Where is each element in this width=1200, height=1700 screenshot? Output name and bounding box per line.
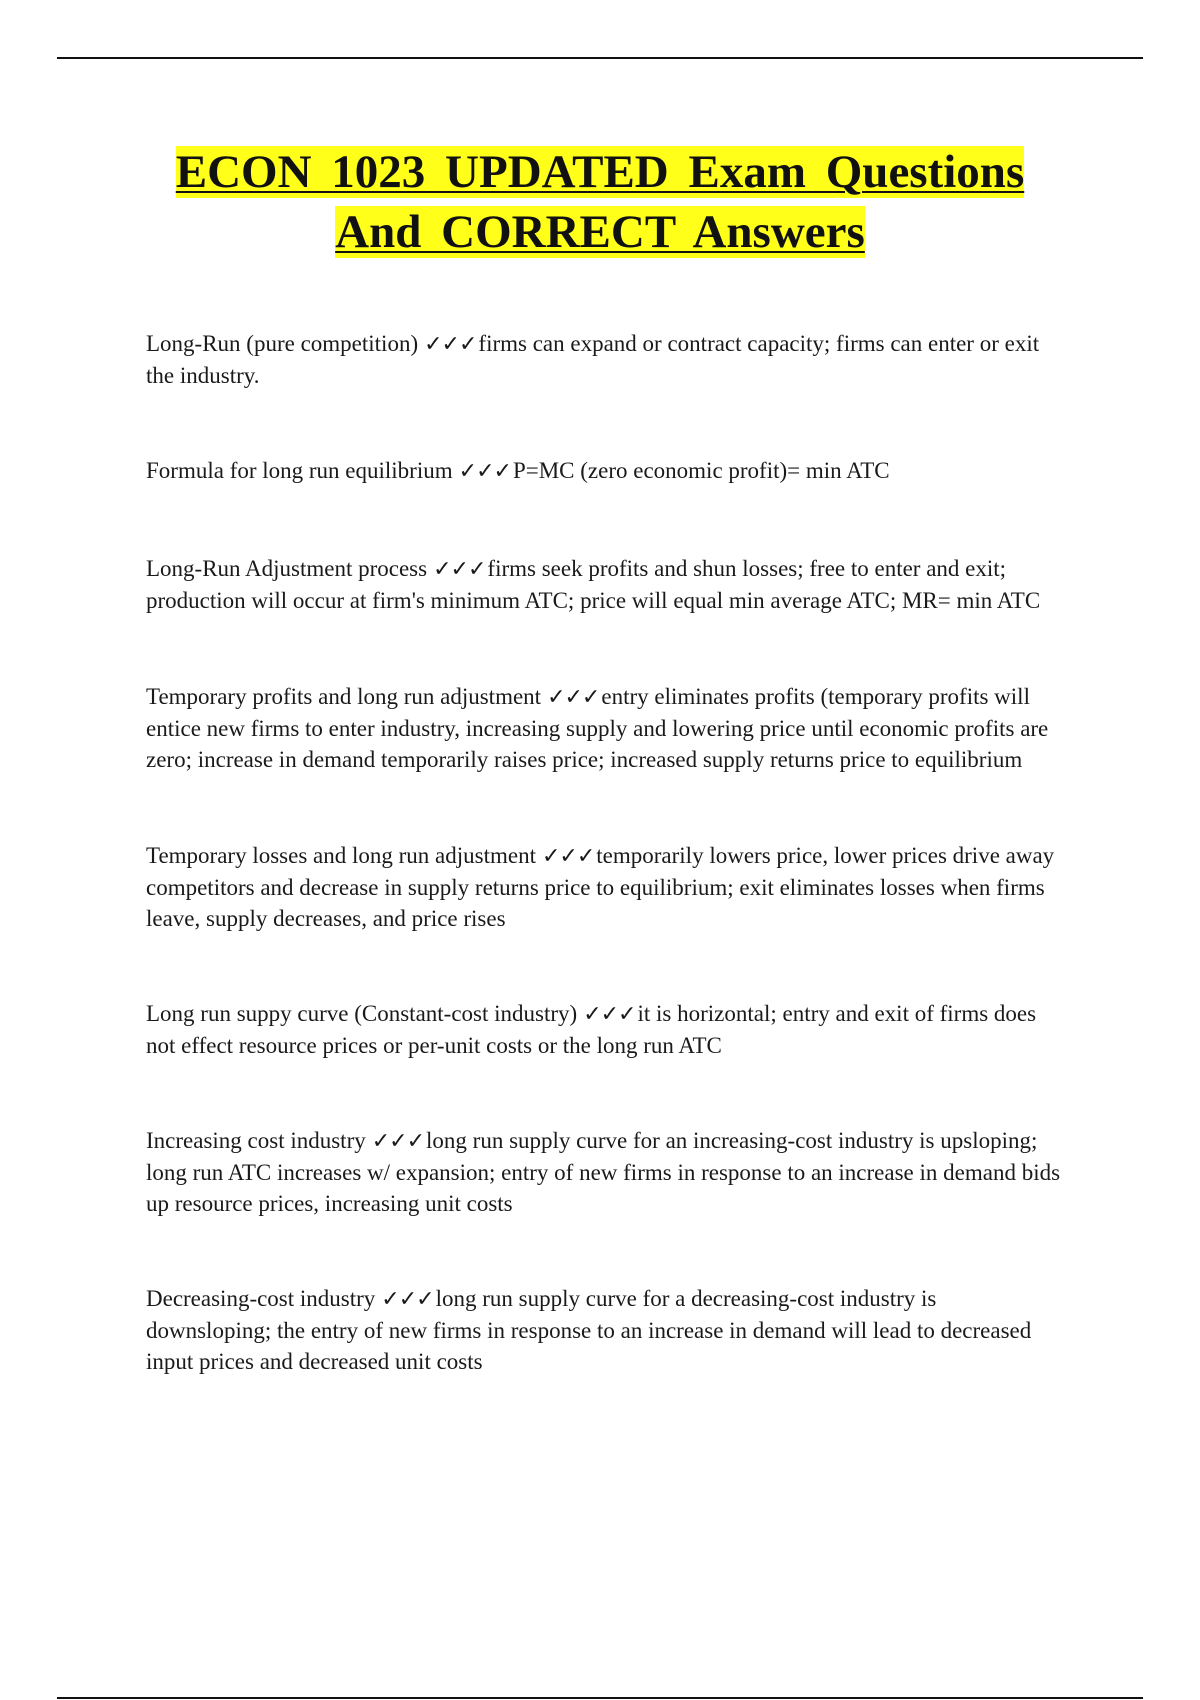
- bottom-rule: [57, 1697, 1143, 1699]
- check-marks: ✓✓✓: [583, 1002, 636, 1027]
- qa-item: [146, 553, 1066, 616]
- answer-text: it is horizontal; entry and exit of firms does not effect resource prices or per-unit costs or the long run ATC: [146, 1001, 1037, 1058]
- title-line-2: And CORRECT Answers: [335, 206, 865, 258]
- qa-item: [146, 681, 1066, 775]
- top-rule: [57, 57, 1143, 59]
- check-marks: ✓✓✓: [371, 1129, 425, 1154]
- question-text: Increasing cost industry: [146, 1128, 366, 1153]
- answer-text: firms can expand or contract capacity; firms can enter or exit the industry.: [146, 331, 1040, 388]
- qa-item: [146, 1125, 1066, 1219]
- answer-text: long run supply curve for an increasing-cost industry is upsloping; long run ATC increases w/ expansion; entry of new firms in response to an increase in demand bids up resource prices, increasing unit costs: [146, 1128, 1061, 1216]
- qa-item: [146, 455, 1066, 487]
- question-text: Decreasing-cost industry: [146, 1286, 376, 1311]
- answer-text: P=MC (zero economic profit)= min ATC: [512, 458, 890, 483]
- check-marks: ✓✓✓: [381, 1287, 434, 1312]
- question-text: Long-Run Adjustment process: [146, 556, 428, 581]
- qa-item: [146, 840, 1066, 934]
- question-text: Long run suppy curve (Constant-cost industry): [146, 1001, 578, 1026]
- qa-item: [146, 328, 1066, 391]
- check-marks: ✓✓✓: [541, 844, 595, 869]
- question-text: Temporary losses and long run adjustment: [146, 843, 536, 868]
- check-marks: ✓✓✓: [458, 459, 511, 484]
- check-marks: ✓✓✓: [424, 332, 477, 357]
- qa-list: [146, 328, 1066, 1377]
- answer-text: long run supply curve for a decreasing-cost industry is downsloping; the entry of new firms in response to an increase in demand will lead to decreased input prices and decreased unit costs: [146, 1286, 1032, 1374]
- check-marks: ✓✓✓: [547, 685, 600, 710]
- document-title: [100, 142, 1100, 262]
- qa-item: [146, 998, 1066, 1061]
- question-text: Long-Run (pure competition): [146, 331, 419, 356]
- title-line-1: ECON 1023 UPDATED Exam Questions: [175, 146, 1025, 198]
- answer-text: entry eliminates profits (temporary profits will entice new firms to enter industry, increasing supply and lowering price until economic profits are zero; increase in demand temporarily raises price; increased supply returns price to equilibrium: [146, 684, 1049, 772]
- check-marks: ✓✓✓: [433, 557, 486, 582]
- question-text: Temporary profits and long run adjustment: [146, 684, 542, 709]
- question-text: Formula for long run equilibrium: [146, 458, 453, 483]
- answer-text: firms seek profits and shun losses; free to enter and exit; production will occur at firm's minimum ATC; price will equal min average ATC; MR= min ATC: [146, 556, 1041, 613]
- qa-item: [146, 1283, 1066, 1377]
- answer-text: temporarily lowers price, lower prices drive away competitors and decrease in supply returns price to equilibrium; exit eliminates losses when firms leave, supply decreases, and price rises: [146, 843, 1055, 931]
